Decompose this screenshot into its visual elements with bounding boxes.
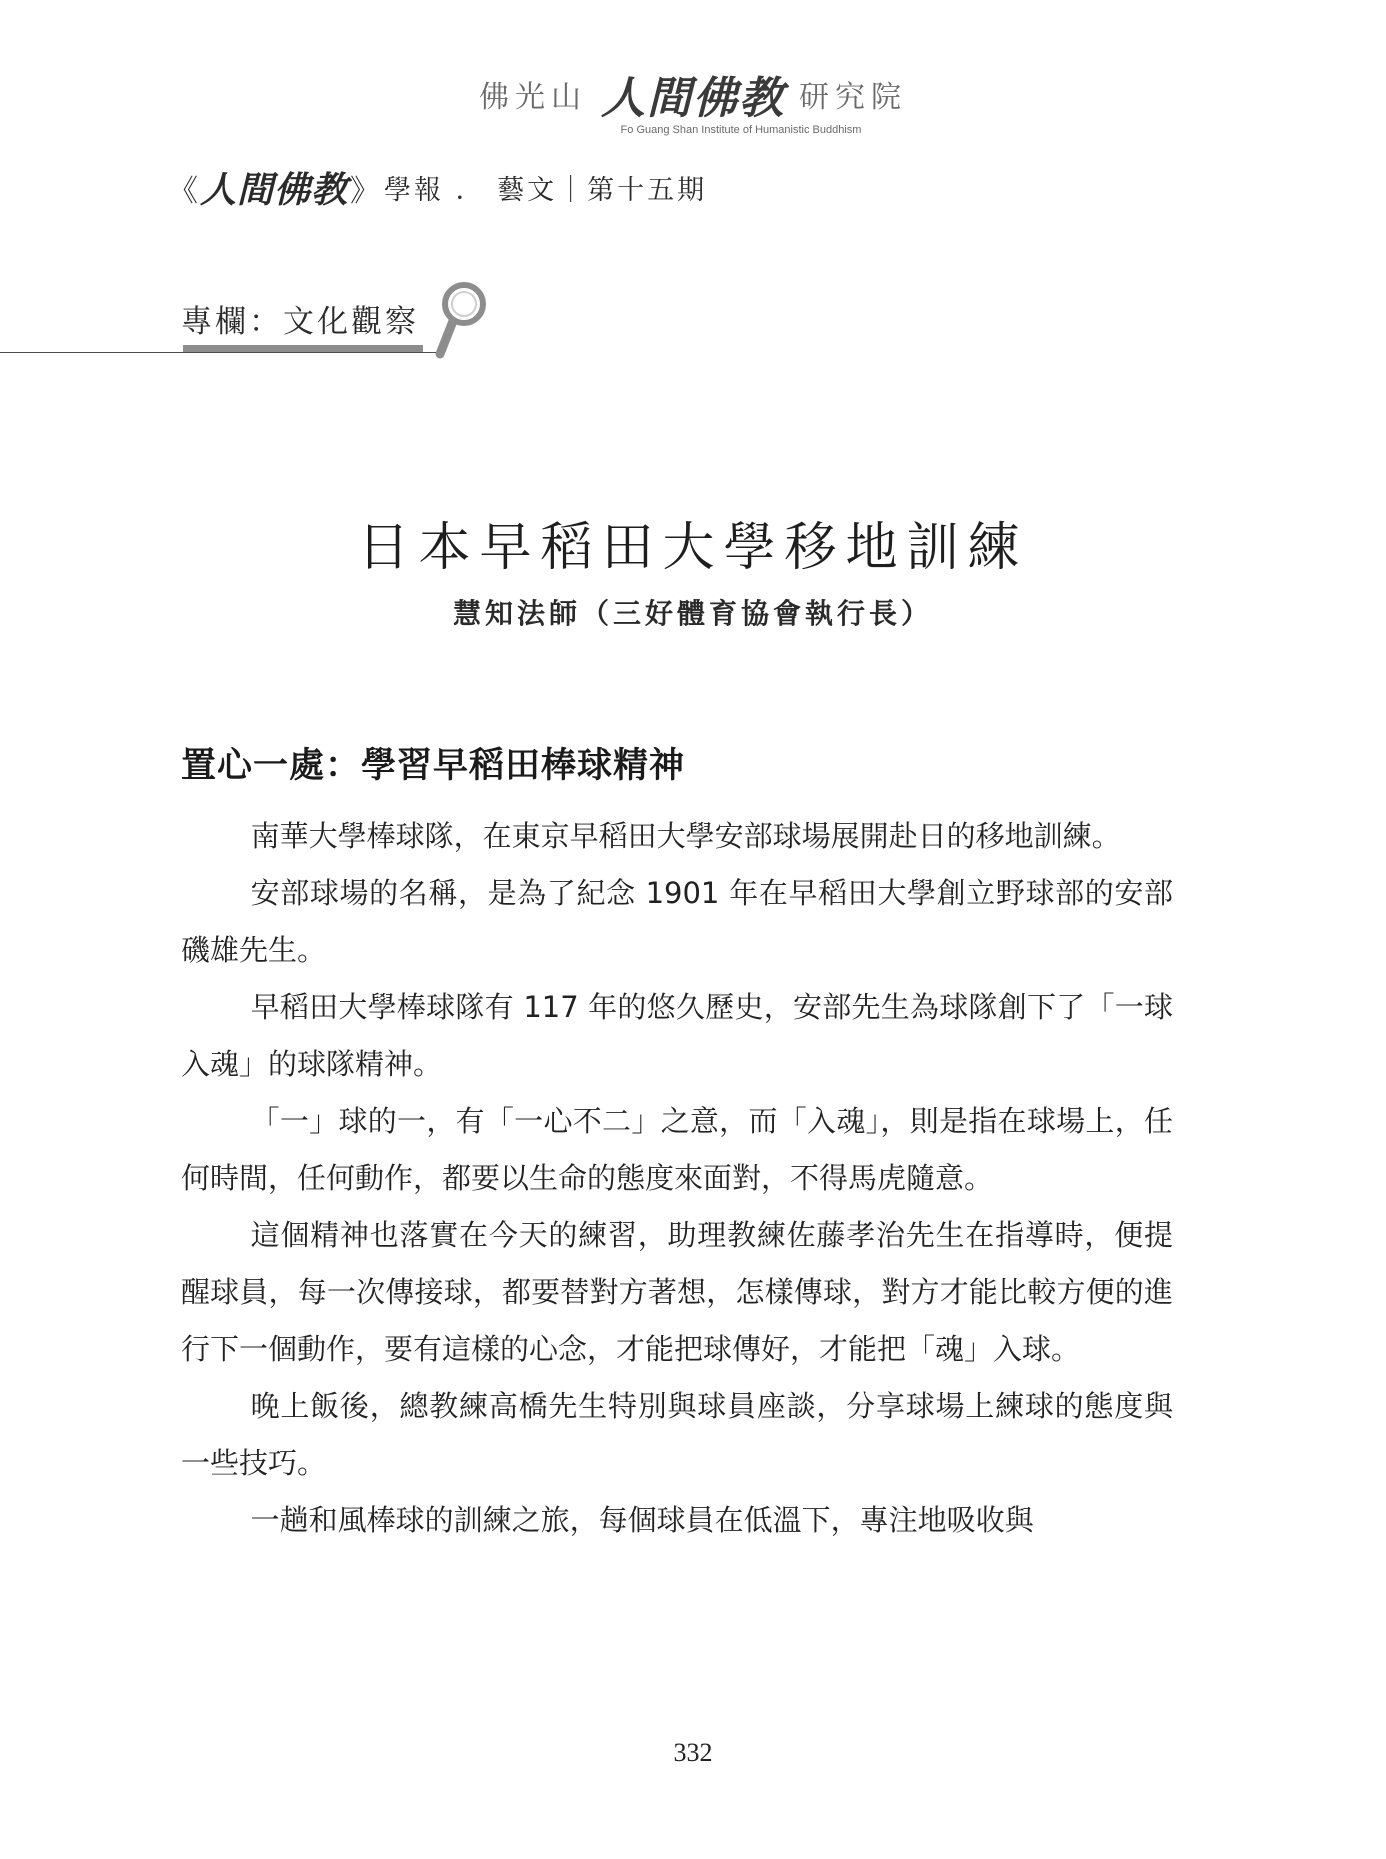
journal-open-bracket: 《 (168, 173, 198, 209)
journal-issue: 學報 ． 藝文｜第十五期 (384, 175, 708, 206)
journal-close-bracket: 》 (350, 173, 381, 209)
institute-header (0, 62, 1386, 136)
article-author: 慧知法師（三好體育協會執行長） (452, 597, 933, 630)
paragraph: 安部球場的名稱，是為了紀念 1901 年在早稻田大學創立野球部的安部磯雄先生。 (181, 876, 1173, 967)
paragraph: 南華大學棒球隊，在東京早稻田大學安部球場展開赴日的移地訓練。 (250, 819, 1121, 853)
institute-name-english: Fo Guang Shan Institute of Humanistic Buddhism (620, 124, 862, 136)
paragraph: 「一」球的一，有「一心不二」之意，而「入魂」，則是指在球場上，任何時間，任何動作，都要以生命的態度來面對，不得馬虎隨意。 (181, 1104, 1173, 1195)
paragraph: 早稻田大學棒球隊有 117 年的悠久歷史，安部先生為球隊創下了「一球入魂」的球隊精神。 (181, 990, 1173, 1081)
paragraph: 一趟和風棒球的訓練之旅，每個球員在低溫下，專注地吸收與 (250, 1503, 1034, 1537)
article-body (181, 808, 1173, 1549)
section-heading: 置心一處：學習早稻田棒球精神 (181, 746, 686, 786)
paragraph: 晚上飯後，總教練高橋先生特別與球員座談，分享球場上練球的態度與一些技巧。 (181, 1389, 1173, 1480)
institute-name-brand: 人間佛教 (601, 73, 785, 124)
institute-name (479, 62, 907, 126)
journal-header (168, 162, 707, 213)
page-number: 332 (673, 1738, 713, 1767)
paragraph: 這個精神也落實在今天的練習，助理教練佐藤孝治先生在指導時，便提醒球員，每一次傳接球，都要替對方著想，怎樣傳球，對方才能比較方便的進行下一個動作，要有這樣的心念，才能把球傳好，才能把「魂」入球。 (181, 1218, 1173, 1366)
journal-brand: 人間佛教 (200, 169, 349, 211)
article-title: 日本早稻田大學移地訓練 (357, 517, 1029, 578)
header-rule (0, 352, 440, 353)
magnifier-icon (430, 280, 490, 360)
institute-name-suffix: 研究院 (799, 80, 907, 115)
column-label: 專欄：文化觀察 (181, 304, 419, 340)
institute-name-prefix: 佛光山 (479, 80, 587, 115)
